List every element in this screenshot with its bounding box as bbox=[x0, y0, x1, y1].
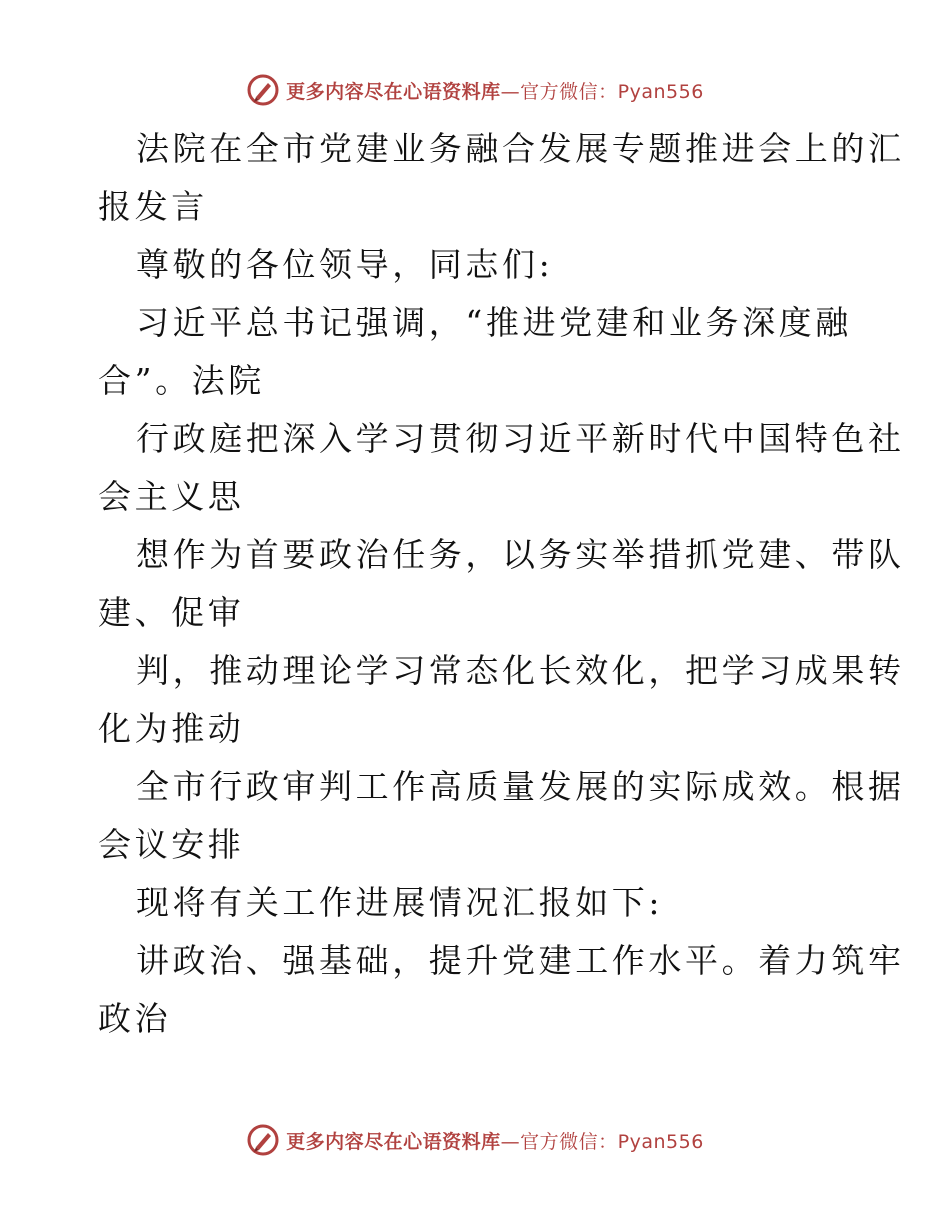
footer-banner bbox=[0, 1120, 950, 1160]
header-banner bbox=[0, 70, 950, 110]
document-body bbox=[98, 120, 905, 1048]
document-title-line-2: 报发言 bbox=[98, 187, 208, 226]
paragraph-line: 判，推动理论学习常态化长效化，把学习成果转 bbox=[136, 651, 905, 690]
paragraph-line: 想作为首要政治任务，以务实举措抓党建、带队 bbox=[136, 535, 905, 574]
paragraph-line: 合”。法院 bbox=[98, 361, 265, 400]
footer-banner-text bbox=[286, 1127, 704, 1154]
header-banner-text-right: —官方微信：Pyan556 bbox=[500, 80, 704, 103]
paragraph-line: 会主义思 bbox=[98, 477, 245, 516]
header-banner-text bbox=[286, 77, 704, 104]
pen-swirl-logo-icon bbox=[246, 1123, 280, 1157]
paragraph-line: 现将有关工作进展情况汇报如下: bbox=[136, 883, 664, 922]
header-banner-text-left: 更多内容尽在心语资料库 bbox=[286, 80, 501, 103]
paragraph-line: 化为推动 bbox=[98, 709, 245, 748]
paragraph-line: 讲政治、强基础，提升党建工作水平。着力筑牢 bbox=[136, 941, 905, 980]
footer-banner-text-left: 更多内容尽在心语资料库 bbox=[286, 1130, 501, 1153]
paragraph-line: 政治 bbox=[98, 999, 172, 1038]
footer-banner-text-right: —官方微信：Pyan556 bbox=[500, 1130, 704, 1153]
salutation-line: 尊敬的各位领导，同志们: bbox=[136, 245, 554, 284]
footer-banner-inner bbox=[246, 1123, 704, 1157]
document-title-line-1: 法院在全市党建业务融合发展专题推进会上的汇 bbox=[136, 129, 905, 168]
paragraph-line: 全市行政审判工作高质量发展的实际成效。根据 bbox=[136, 767, 905, 806]
paragraph-line: 建、促审 bbox=[98, 593, 245, 632]
paragraph-line: 会议安排 bbox=[98, 825, 245, 864]
pen-swirl-logo-icon bbox=[246, 73, 280, 107]
paragraph-line: 行政庭把深入学习贯彻习近平新时代中国特色社 bbox=[136, 419, 905, 458]
paragraph-line: 习近平总书记强调，“推进党建和业务深度融 bbox=[136, 303, 852, 342]
header-banner-inner bbox=[246, 73, 704, 107]
